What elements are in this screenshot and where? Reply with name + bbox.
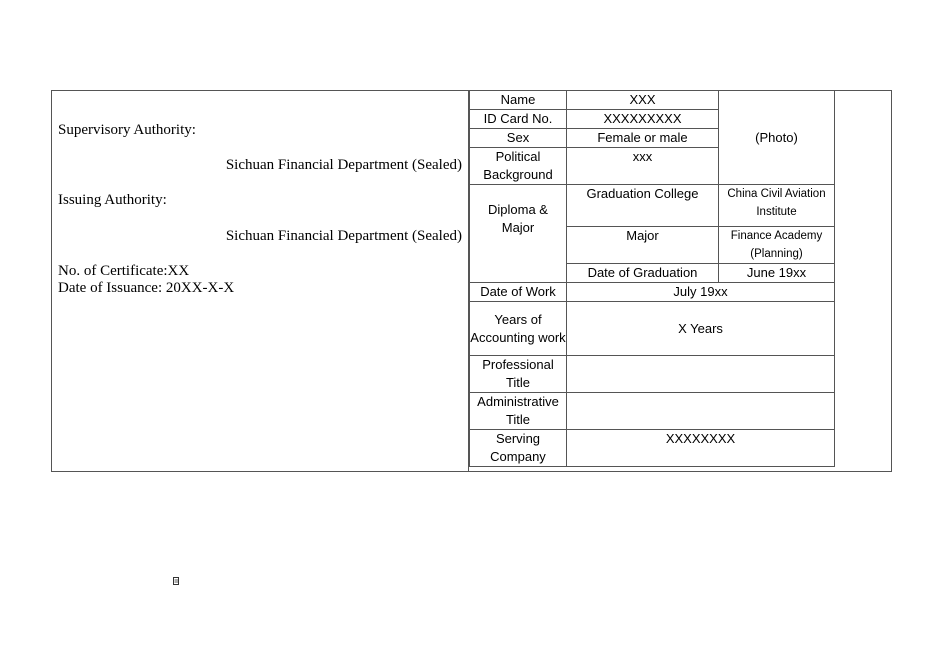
years-accounting-value: X Years xyxy=(567,302,835,356)
personal-info-table xyxy=(469,90,835,467)
id-card-label: ID Card No. xyxy=(470,110,567,129)
graduation-date-label: Date of Graduation xyxy=(567,264,719,283)
photo-placeholder: (Photo) xyxy=(719,91,835,185)
certificate-number: No. of Certificate:XX xyxy=(58,263,190,279)
work-date-value: July 19xx xyxy=(567,283,835,302)
document-glyph-icon xyxy=(173,577,180,585)
major-label: Major xyxy=(567,227,719,264)
graduation-college-label: Graduation College xyxy=(567,185,719,227)
supervisory-authority-value: Sichuan Financial Department (Sealed) xyxy=(225,157,462,173)
sex-label: Sex xyxy=(470,129,567,148)
supervisory-authority-label: Supervisory Authority: xyxy=(58,122,196,138)
political-background-label: Political Background xyxy=(470,148,567,185)
serving-company-value: XXXXXXXX xyxy=(567,430,835,467)
major-value: Finance Academy (Planning) xyxy=(719,227,835,264)
name-label: Name xyxy=(470,91,567,110)
professional-title-label: Professional Title xyxy=(470,356,567,393)
administrative-title-label: Administrative Title xyxy=(470,393,567,430)
issuance-date: Date of Issuance: 20XX-X-X xyxy=(58,280,235,296)
id-card-value: XXXXXXXXX xyxy=(567,110,719,129)
political-background-value: xxx xyxy=(567,148,719,185)
sex-value: Female or male xyxy=(567,129,719,148)
diploma-major-label: Diploma & Major xyxy=(470,185,567,283)
years-accounting-label: Years of Accounting work xyxy=(470,302,567,356)
work-date-label: Date of Work xyxy=(470,283,567,302)
professional-title-value xyxy=(567,356,835,393)
issuing-authority-value: Sichuan Financial Department (Sealed) xyxy=(225,228,462,244)
name-value: XXX xyxy=(567,91,719,110)
administrative-title-value xyxy=(567,393,835,430)
serving-company-label: Serving Company xyxy=(470,430,567,467)
issuing-authority-label: Issuing Authority: xyxy=(58,192,167,208)
graduation-date-value: June 19xx xyxy=(719,264,835,283)
graduation-college-value: China Civil Aviation Institute xyxy=(719,185,835,227)
